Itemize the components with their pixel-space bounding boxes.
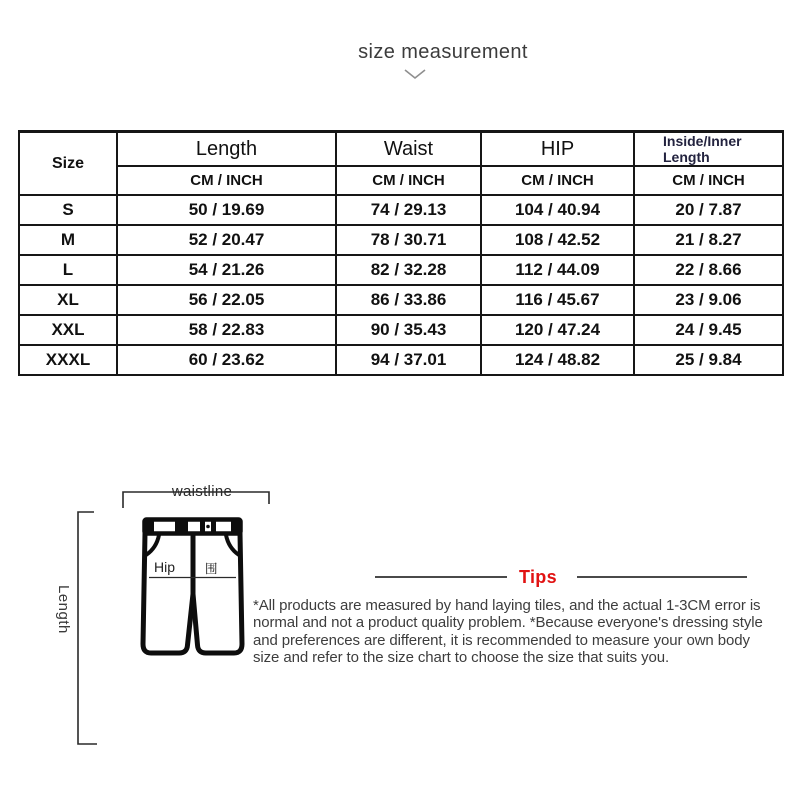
tips-heading: Tips <box>519 566 557 587</box>
size-cell: S <box>19 195 117 225</box>
length-cell: 52 / 20.47 <box>117 225 336 255</box>
waist-cell: 78 / 30.71 <box>336 225 481 255</box>
belt-loop <box>231 518 241 535</box>
table-header-row <box>19 132 783 167</box>
waist-cell: 94 / 37.01 <box>336 345 481 375</box>
length-bracket <box>70 505 110 749</box>
hip-cell: 116 / 45.67 <box>481 285 634 315</box>
hip-cell: 108 / 42.52 <box>481 225 634 255</box>
chevron-down-icon <box>403 68 427 82</box>
units-label-hip: CM / INCH <box>481 166 634 195</box>
waist-cell: 82 / 32.28 <box>336 255 481 285</box>
length-cell: 50 / 19.69 <box>117 195 336 225</box>
hip-cell: 120 / 47.24 <box>481 315 634 345</box>
length-cell: 54 / 21.26 <box>117 255 336 285</box>
belt-loop <box>175 518 188 535</box>
table-row <box>19 255 783 285</box>
hip-cn-label: 围 <box>205 561 218 576</box>
table-row <box>19 195 783 225</box>
belt-loop <box>200 518 205 535</box>
length-label: Length <box>55 585 72 634</box>
table-row <box>19 345 783 375</box>
column-header-size: Size <box>19 132 117 196</box>
size-cell: XL <box>19 285 117 315</box>
table-row <box>19 285 783 315</box>
column-header-length: Length <box>117 132 336 167</box>
waist-cell: 74 / 29.13 <box>336 195 481 225</box>
tips-divider-line <box>577 576 747 578</box>
size-cell: M <box>19 225 117 255</box>
inner-length-cell: 20 / 7.87 <box>634 195 783 225</box>
table-row <box>19 225 783 255</box>
hip-cell: 124 / 48.82 <box>481 345 634 375</box>
waistline-label: waistline <box>171 483 233 500</box>
tips-divider-line <box>375 576 507 578</box>
waist-cell: 90 / 35.43 <box>336 315 481 345</box>
units-label-waist: CM / INCH <box>336 166 481 195</box>
inner-length-cell: 22 / 8.66 <box>634 255 783 285</box>
hip-label: Hip <box>154 559 176 575</box>
size-cell: L <box>19 255 117 285</box>
button-dot <box>206 525 210 529</box>
shorts-icon <box>140 514 246 660</box>
belt-loop <box>144 518 154 535</box>
column-header-inner-length-label: Inside/Inner Length <box>663 133 742 166</box>
length-cell: 56 / 22.05 <box>117 285 336 315</box>
size-measurement-table <box>18 130 784 376</box>
size-cell: XXXL <box>19 345 117 375</box>
table-units-row <box>19 166 783 195</box>
page-title: size measurement <box>358 41 528 63</box>
hip-cell: 112 / 44.09 <box>481 255 634 285</box>
pocket-curve <box>146 535 159 555</box>
belt-loop <box>211 518 216 535</box>
waist-cell: 86 / 33.86 <box>336 285 481 315</box>
units-label-length: CM / INCH <box>117 166 336 195</box>
table-row <box>19 315 783 345</box>
units-label-inner: CM / INCH <box>634 166 783 195</box>
inner-length-cell: 23 / 9.06 <box>634 285 783 315</box>
inner-length-cell: 24 / 9.45 <box>634 315 783 345</box>
column-header-waist: Waist <box>336 132 481 167</box>
length-cell: 58 / 22.83 <box>117 315 336 345</box>
inner-length-cell: 21 / 8.27 <box>634 225 783 255</box>
pocket-curve <box>226 535 239 555</box>
inner-length-cell: 25 / 9.84 <box>634 345 783 375</box>
tips-divider <box>375 565 747 589</box>
hip-cell: 104 / 40.94 <box>481 195 634 225</box>
size-cell: XXL <box>19 315 117 345</box>
length-cell: 60 / 23.62 <box>117 345 336 375</box>
measurement-diagram <box>0 440 800 800</box>
column-header-inner-length <box>634 132 783 167</box>
disclaimer-text: *All products are measured by hand laying tiles, and the actual 1-3CM error is normal and not a product quality problem. *Because everyone's dressing style and preferences are different, it is recommended to measure your own body size and refer to the size chart to choose the size that suits you. <box>253 597 763 667</box>
column-header-hip: HIP <box>481 132 634 167</box>
